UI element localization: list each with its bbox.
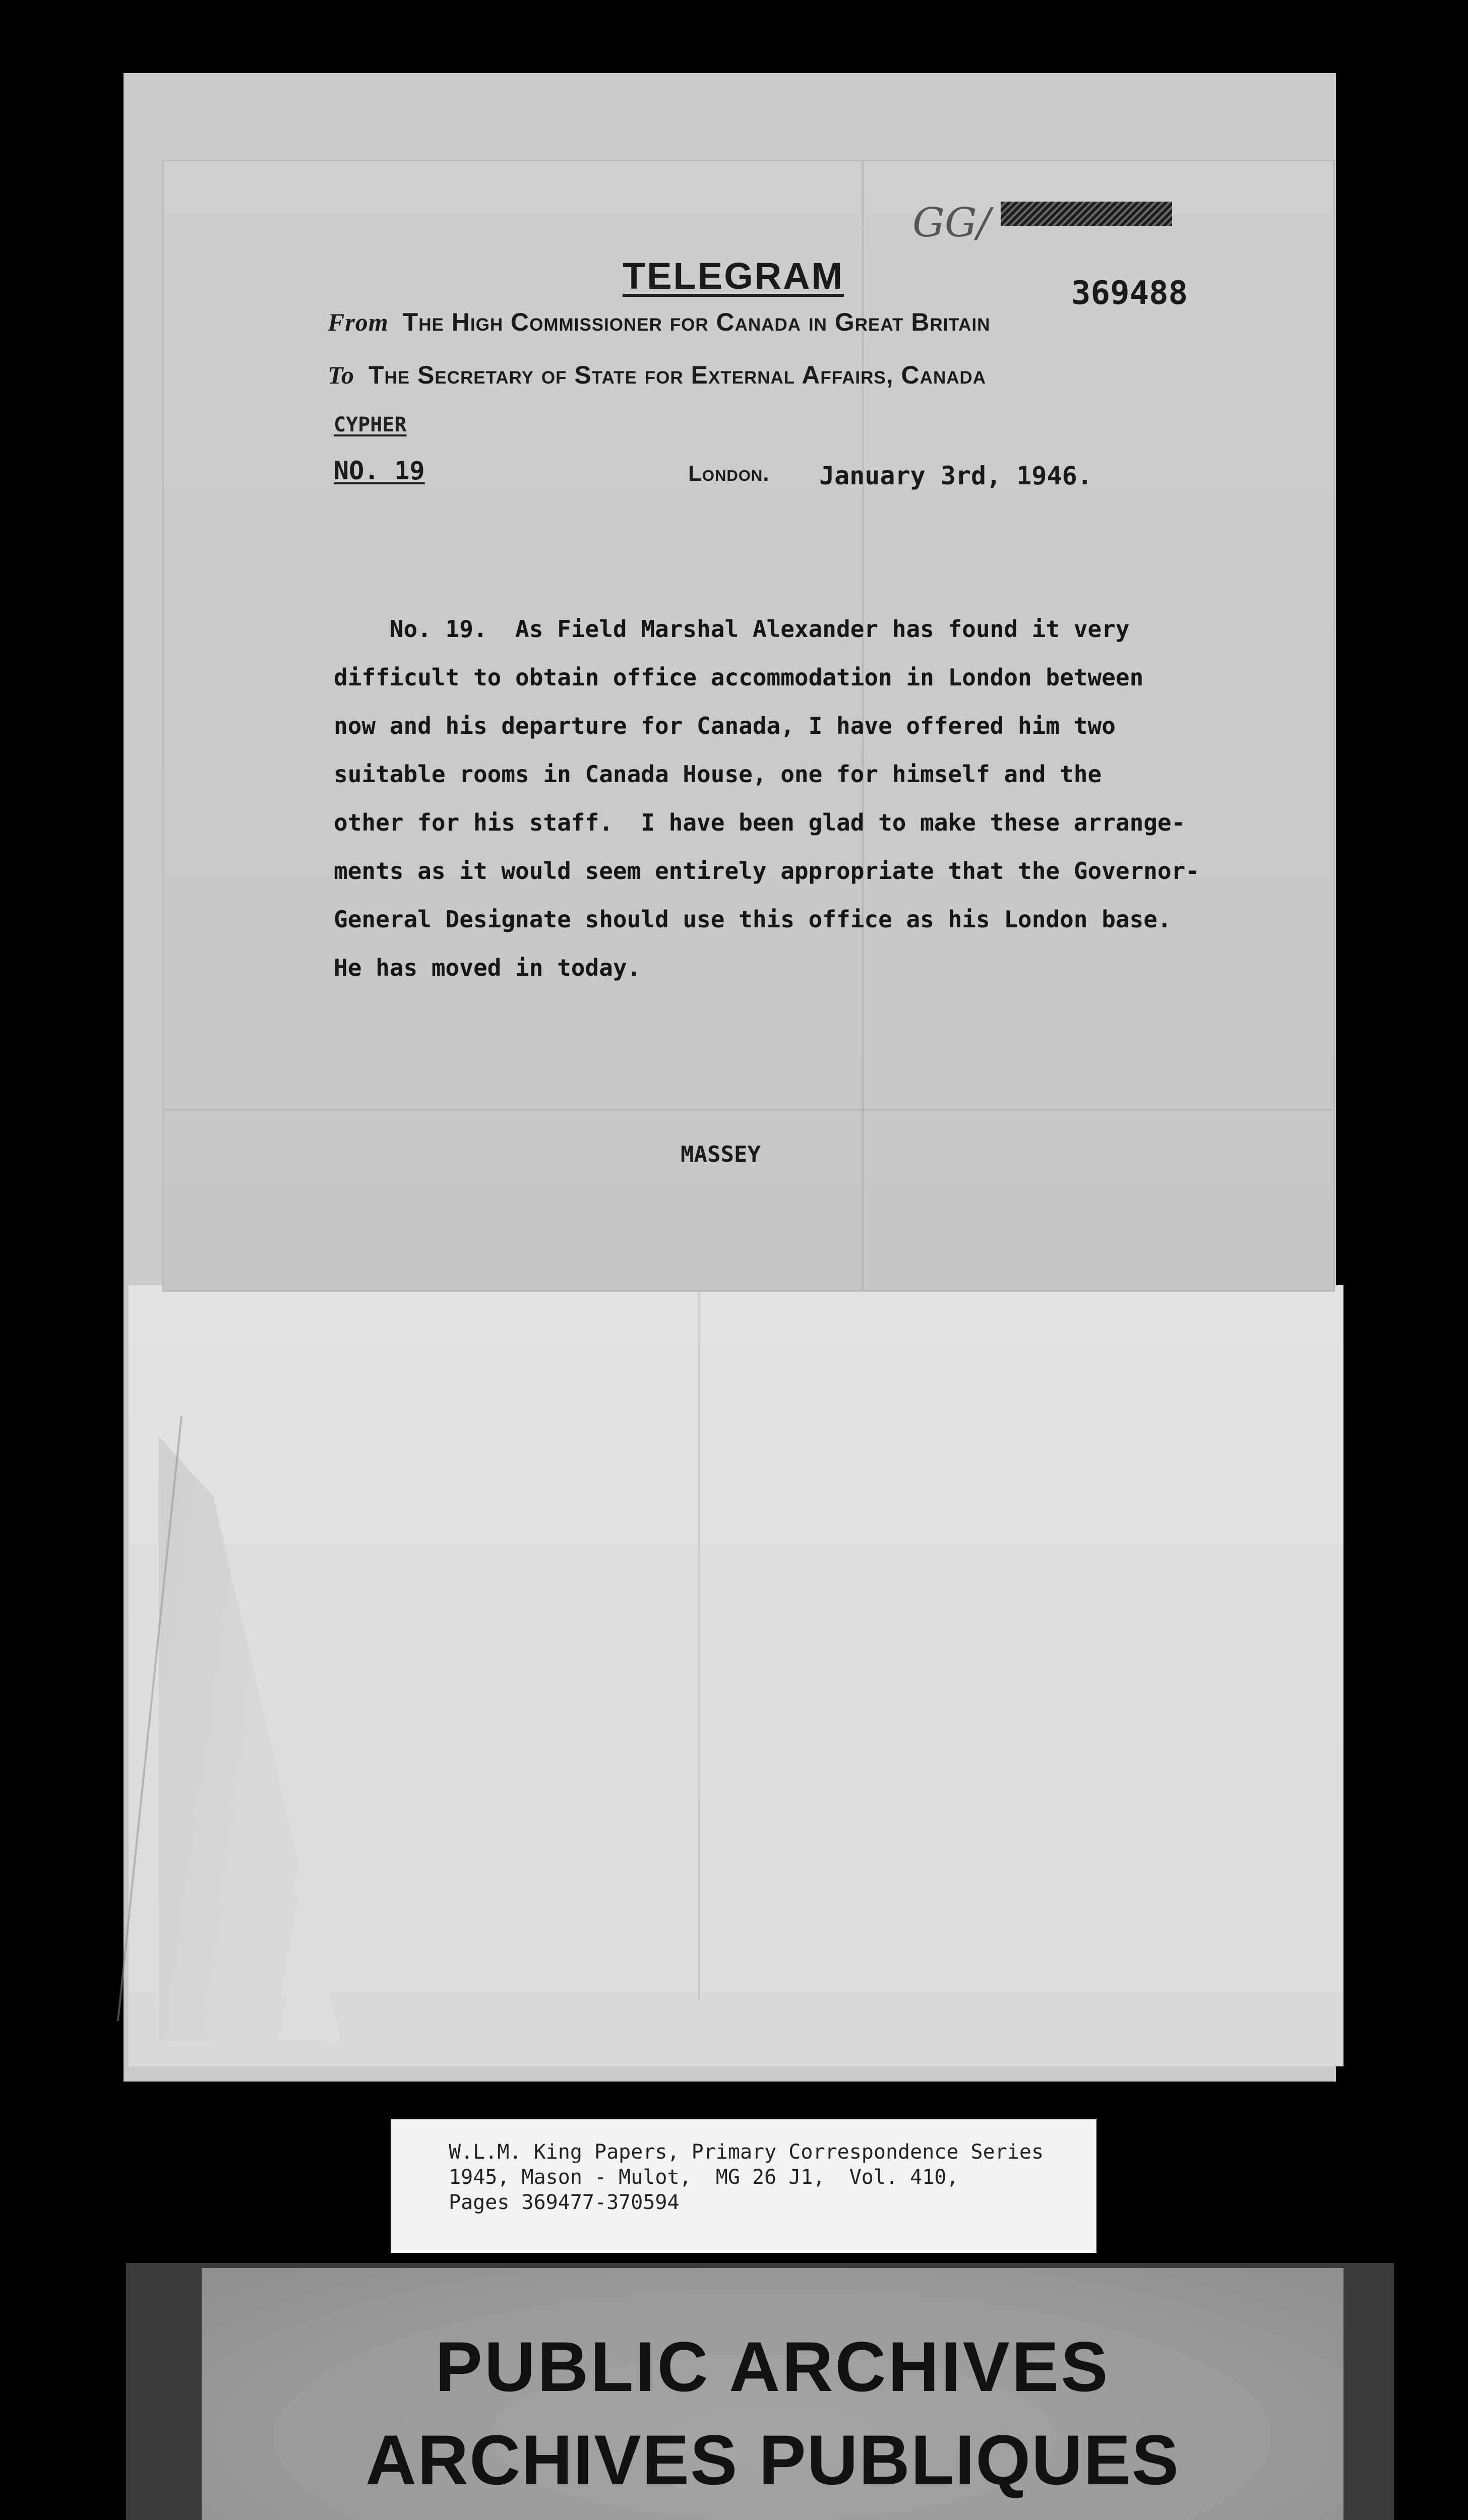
telegram-title: TELEGRAM bbox=[623, 255, 844, 297]
body-line: ments as it would seem entirely appropriate that the Governor- bbox=[334, 857, 1200, 885]
paper-corner-fold bbox=[159, 1436, 340, 2041]
signature: MASSEY bbox=[681, 1142, 761, 1167]
body-line: difficult to obtain office accommodation in London between bbox=[334, 664, 1144, 691]
lower-sheet bbox=[129, 1285, 1343, 2066]
handwritten-note: GG/ bbox=[912, 199, 991, 246]
archives-plate bbox=[202, 2268, 1343, 2520]
to-value: The Secretary of State for External Affairs, Canada bbox=[368, 361, 987, 389]
fold-line bbox=[698, 1285, 700, 2001]
document-number: 369488 bbox=[1071, 275, 1188, 312]
message-number: NO. 19 bbox=[334, 456, 425, 485]
from-value: The High Commissioner for Canada in Great Britain bbox=[402, 308, 991, 336]
from-label: From bbox=[328, 308, 389, 336]
body-line: suitable rooms in Canada House, one for himself and the bbox=[334, 761, 1102, 788]
citation-label bbox=[391, 2119, 1096, 2253]
place: London. bbox=[688, 461, 770, 486]
body-line: General Designate should use this office as his London base. bbox=[334, 906, 1172, 933]
body-line: other for his staff. I have been glad to make these arrange- bbox=[334, 809, 1186, 836]
citation-line: W.L.M. King Papers, Primary Correspondence Series bbox=[449, 2140, 1044, 2164]
body-line: No. 19. As Field Marshal Alexander has found it very bbox=[334, 615, 1130, 643]
struck-out-mark bbox=[1001, 202, 1172, 226]
telegram-body bbox=[334, 605, 1241, 992]
plate-line-archives-publiques: ARCHIVES PUBLIQUES bbox=[365, 2420, 1180, 2499]
fold-line bbox=[164, 1109, 1333, 1110]
plate-line-public-archives: PUBLIC ARCHIVES bbox=[435, 2327, 1110, 2406]
body-line: now and his departure for Canada, I have offered him two bbox=[334, 712, 1116, 739]
to-line bbox=[328, 360, 986, 390]
citation-line: Pages 369477-370594 bbox=[449, 2191, 680, 2214]
cypher-label: CYPHER bbox=[334, 413, 407, 436]
date: January 3rd, 1946. bbox=[819, 461, 1092, 490]
citation-line: 1945, Mason - Mulot, MG 26 J1, Vol. 410, bbox=[449, 2166, 959, 2189]
from-line bbox=[328, 307, 990, 337]
body-line: He has moved in today. bbox=[334, 954, 641, 981]
to-label: To bbox=[328, 361, 354, 389]
